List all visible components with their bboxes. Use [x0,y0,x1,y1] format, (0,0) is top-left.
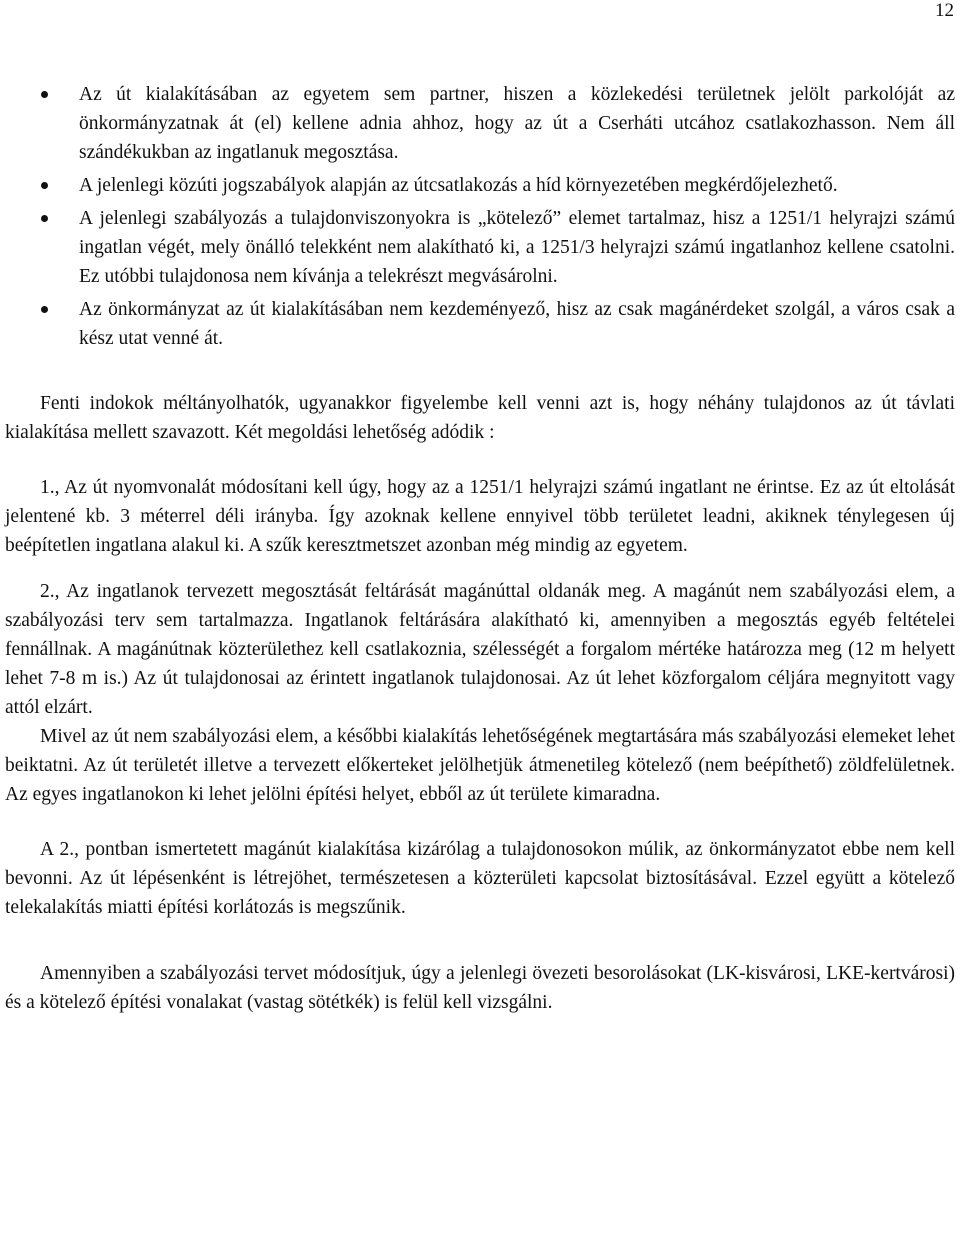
bullet-item-road-regulations [5,171,955,200]
bullet-dot-icon [41,182,48,189]
bullet-dot-icon [41,306,48,313]
bullet-text: A jelenlegi szabályozás a tulajdonviszonyokra is „kötelező” elemet tartalmaz, hisz a 1251/1 helyrajzi számú ingatlan végét, mely önálló telekként nem alakítható ki, a 1251/3 helyrajzi számú ingatlanhoz kellene csatolni. Ez utóbbi tulajdonosa nem kívánja a telekrészt megvásárolni. [79,208,955,287]
bullet-text: A jelenlegi közúti jogszabályok alapján az útcsatlakozás a híd környezetében megkérdőjelezhető. [79,175,838,196]
paragraph-option-1: 1., Az út nyomvonalát módosítani kell úgy, hogy az a 1251/1 helyrajzi számú ingatlant ne érintse. Ez az út eltolását jelentené kb. 3 méterrel déli irányba. Így azoknak kellene ennyivel több területet leadni, akiknek ténylegesen új beépítetlen ingatlana alakul ki. A szűk keresztmetszet azonban még mindig az egyetem. [5,477,955,556]
paragraph-regulation-elements: Mivel az út nem szabályozási elem, a későbbi kialakítás lehetőségének megtartására más szabályozási elemeket lehet beiktatni. Az út területét illetve a tervezett előkerteket jelölhetjük átmenetileg kötelező (nem beépíthető) zöldfelületnek. Az egyes ingatlanokon ki lehet jelölni építési helyet, ebből az út területe kimaradna. [5,726,955,805]
bullet-item-university [5,80,955,167]
paragraph-reasons: Fenti indokok méltányolhatók, ugyanakkor figyelembe kell venni azt is, hogy néhány tulajdonos az út távlati kialakítása mellett szavazott. Két megoldási lehetőség adódik : [5,393,955,443]
paragraph-private-road: A 2., pontban ismertetett magánút kialakítása kizárólag a tulajdonosokon múlik, az önkormányzatot ebbe nem kell bevonni. Az út lépésenként is létrejöhet, természetesen a közterületi kapcsolat biztosításával. Ezzel együtt a kötelező telekalakítás miatti építési korlátozás is megszűnik. [5,839,955,918]
bullet-item-ownership [5,204,955,291]
document-body [5,80,955,1017]
bullet-text: Az út kialakításában az egyetem sem partner, hiszen a közlekedési területnek jelölt parkolóját az önkormányzatnak át (el) kellene adnia ahhoz, hogy az út a Cserháti utcához csatlakozhasson. Nem áll szándékukban az ingatlanuk megosztása. [79,84,955,163]
bullet-item-municipality [5,295,955,353]
bullet-dot-icon [41,91,48,98]
bullet-text: Az önkormányzat az út kialakításában nem kezdeményező, hisz az csak magánérdeket szolgál, a város csak a kész utat venné át. [79,299,955,349]
paragraph-plan-modification: Amennyiben a szabályozási tervet módosítjuk, úgy a jelenlegi övezeti besorolásokat (LK-kisvárosi, LKE-kertvárosi) és a kötelező építési vonalakat (vastag sötétkék) is felül kell vizsgálni. [5,963,955,1013]
paragraph-option-2: 2., Az ingatlanok tervezett megosztását feltárását magánúttal oldanák meg. A magánút nem szabályozási elem, a szabályozási terv sem tartalmazza. Ingatlanok feltárására alakítható ki, amennyiben a megosztás egyéb feltételei fennállnak. A magánútnak közterülethez kell csatlakoznia, szélességét a forgalom mértéke határozza meg (12 m helyett lehet 7-8 m is.) Az út tulajdonosai az érintett ingatlanok tulajdonosai. Az út lehet közforgalom céljára megnyitott vagy attól elzárt. [5,581,955,718]
page-number: 12 [935,0,954,21]
bullet-dot-icon [41,215,48,222]
bullet-list [5,80,955,353]
